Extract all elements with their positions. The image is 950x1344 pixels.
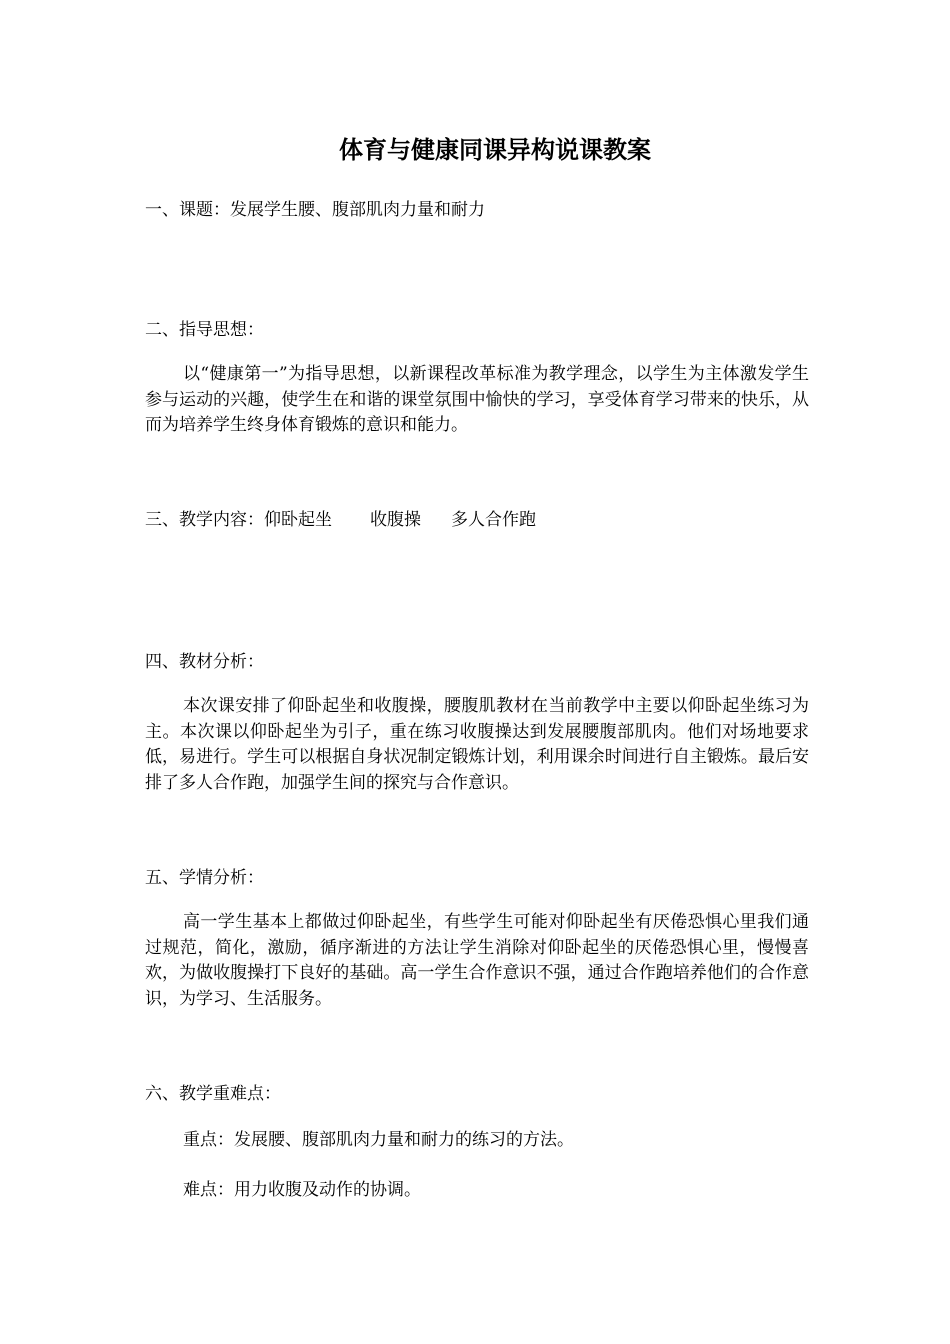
teaching-item-1: 仰卧起坐: [264, 510, 332, 530]
section-2-body: 以“健康第一”为指导思想，以新课程改革标准为教学理念，以学生为主体激发学生参与运动的兴趣，使学生在和谐的课堂氛围中愉快的学习，享受体育学习带来的快乐，从而为培养学生终身体育锻炼的意识和能力。: [145, 364, 809, 435]
section-1-heading: 一、课题：发展学生腰、腹部肌肉力量和耐力: [145, 200, 485, 220]
section-3-heading: [145, 508, 536, 532]
key-point: 重点：发展腰、腹部肌肉力量和耐力的练习的方法。: [183, 1130, 574, 1150]
section-4-heading: 四、教材分析：: [145, 652, 264, 672]
section-5-heading: 五、学情分析：: [145, 868, 264, 888]
teaching-item-2: 收腹操: [370, 510, 421, 530]
section-4-body: 本次课安排了仰卧起坐和收腹操，腰腹肌教材在当前教学中主要以仰卧起坐练习为主。本次课以仰卧起坐为引子，重在练习收腹操达到发展腰腹部肌肉。他们对场地要求低，易进行。学生可以根据自身状况制定锻炼计划，利用课余时间进行自主锻炼。最后安排了多人合作跑，加强学生间的探究与合作意识。: [145, 696, 809, 793]
section-2-heading: 二、指导思想：: [145, 320, 264, 340]
section-6-heading: 六、教学重难点：: [145, 1084, 281, 1104]
section-5-body: 高一学生基本上都做过仰卧起坐，有些学生可能对仰卧起坐有厌倦恐惧心里我们通过规范，简化，激励，循序渐进的方法让学生消除对仰卧起坐的厌倦恐惧心里，慢慢喜欢，为做收腹操打下良好的基础。高一学生合作意识不强，通过合作跑培养他们的合作意识，为学习、生活服务。: [145, 912, 809, 1009]
section-3-label: 三、教学内容：: [145, 510, 264, 530]
difficult-point: 难点：用力收腹及动作的协调。: [183, 1180, 421, 1200]
teaching-item-3: 多人合作跑: [451, 510, 536, 530]
document-title: 体育与健康同课异构说课教案: [339, 135, 651, 164]
